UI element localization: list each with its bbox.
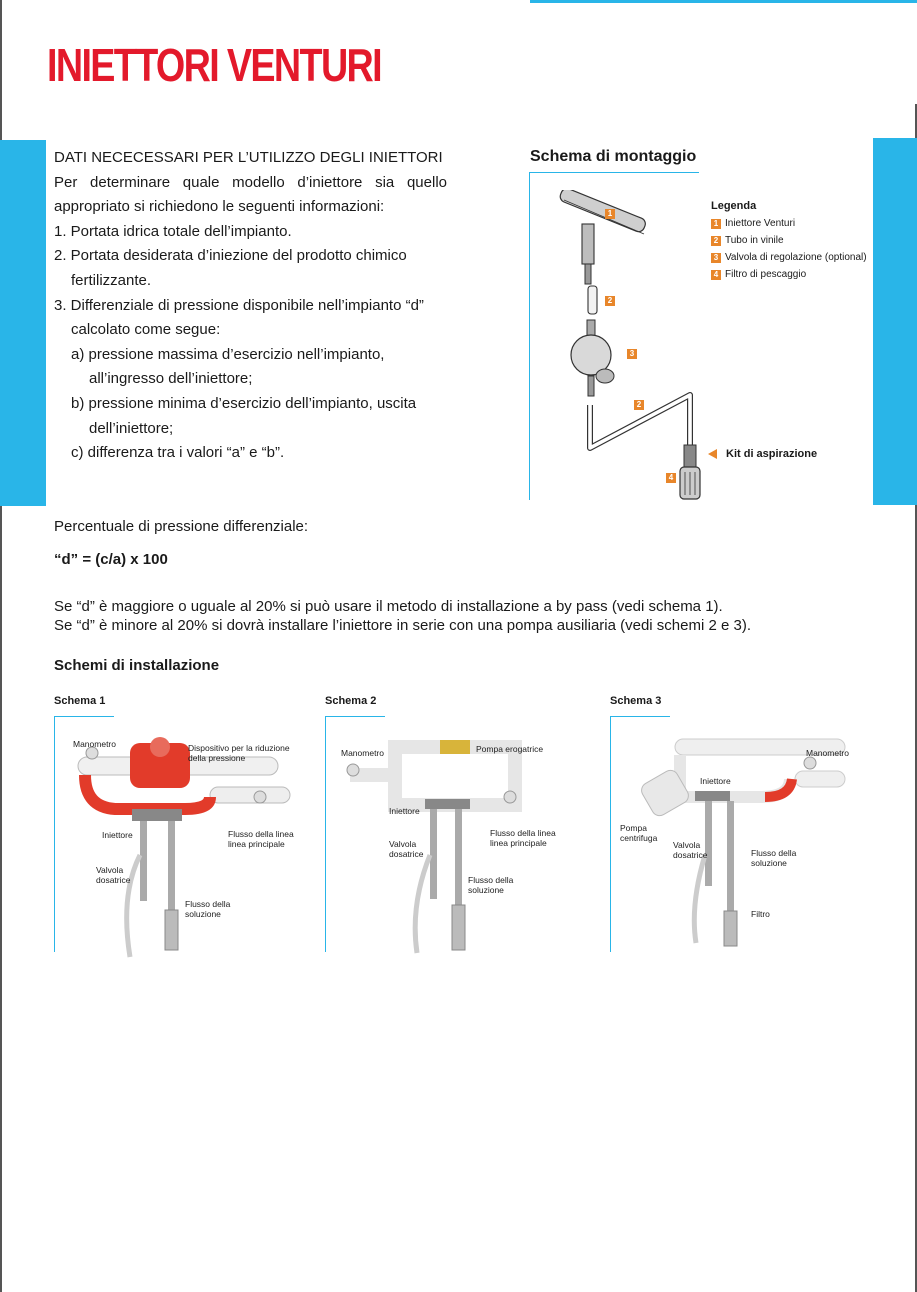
callout-number: 2 [605,296,615,306]
label-dispositivo [188,743,290,763]
label-pompa-centrifuga [620,823,657,843]
note-line: Se “d” è minore al 20% si dovrà installare l’iniettore in serie con una pompa ausiliaria (vedi schemi 2 e 3). [54,617,752,634]
legend-number: 3 [711,253,721,263]
mount-frame-line [529,172,699,173]
intro-heading: DATI NECECESSARI PER L’UTILIZZO DEGLI INIETTORI [54,149,443,166]
mount-diagram [540,190,710,505]
sub-item-cont: all’ingresso dell’iniettore; [89,370,253,388]
label-flusso-linea [228,829,294,849]
label-line: soluzione [185,909,221,919]
label-pompa-erogatrice: Pompa erogatrice [476,744,544,754]
label-line: dosatrice [389,849,424,859]
vinyl-tube-drawing [588,286,597,314]
label-manometro: Manometro [341,748,384,758]
legend-number: 1 [711,219,721,229]
legend-number: 2 [711,236,721,246]
intro-text [54,146,447,466]
label-iniettore: Iniettore [102,830,133,840]
label-line: dosatrice [673,850,708,860]
legend-item [711,266,867,283]
label-line: Pompa [620,823,647,833]
intro-line: Per determinare quale modello d’iniettore sia quello [54,173,447,191]
label-valvola [96,865,131,885]
schema-2-frame [325,716,326,952]
label-line: linea principale [490,838,547,848]
label-flusso-linea [490,828,556,848]
label-line: della pressione [188,753,246,763]
schema-3-diagram [620,735,850,960]
label-line: centrifuga [620,833,658,843]
label-line: Flusso della linea [228,829,294,839]
list-item: 1. Portata idrica totale dell’impianto. [54,222,292,240]
label-flusso-soluzione [751,848,796,868]
label-line: Valvola [96,865,124,875]
list-item: 3. Differenziale di pressione disponibile nell’impianto “d” [54,296,424,314]
formula-label: Percentuale di pressione differenziale: [54,518,309,535]
legend-label: Tubo in vinile [725,235,784,246]
install-section-title: Schemi di installazione [54,657,220,674]
schema-1-frame [54,716,55,952]
callout-number: 3 [627,349,637,359]
label-valvola [389,839,424,859]
label-valvola [673,840,708,860]
label-iniettore: Iniettore [700,776,731,786]
sub-item: a) pressione massima d’esercizio nell’impianto, [71,345,385,363]
mount-legend [711,198,867,283]
sub-item-cont: dell’iniettore; [89,419,174,437]
mount-frame-line [529,172,530,500]
schema-1-frame [54,716,114,717]
label-manometro: Manometro [806,748,849,758]
schema-2-frame [325,716,385,717]
schema-3-frame [610,716,611,952]
legend-number: 4 [711,270,721,280]
mount-schema-title: Schema di montaggio [530,148,697,165]
list-item-cont: calcolato come segue: [71,321,221,339]
label-flusso-soluzione [185,899,230,919]
top-accent-rule [530,0,917,3]
label-manometro: Manometro [73,739,116,749]
label-flusso-soluzione [468,875,513,895]
regulation-valve-drawing [571,320,614,396]
schema-2-title: Schema 2 [325,695,377,707]
label-line: Valvola [673,840,701,850]
legend-label: Filtro di pescaggio [725,269,807,280]
label-line: soluzione [468,885,504,895]
legend-item [711,249,867,266]
sub-item: c) differenza tra i valori “a” e “b”. [71,444,285,462]
note-line: Se “d” è maggiore o uguale al 20% si può usare il metodo di installazione a by pass (vedi schema 1). [54,598,723,615]
label-iniettore: Iniettore [389,806,420,816]
callout-number: 1 [605,209,615,219]
schema-3-frame [610,716,670,717]
label-line: Valvola [389,839,417,849]
kit-label-text: Kit di aspirazione [726,448,818,460]
label-line: soluzione [751,858,787,868]
label-filtro: Filtro [751,909,770,919]
legend-item [711,215,867,232]
label-line: Flusso della [468,875,514,885]
label-line: Dispositivo per la riduzione [188,743,290,753]
sub-item: b) pressione minima d’esercizio dell’impianto, uscita [71,394,417,412]
venturi-injector-drawing [558,190,647,284]
label-line: dosatrice [96,875,131,885]
intro-line: appropriato si richiedono le seguenti informazioni: [54,198,385,216]
suction-filter-drawing [680,445,700,499]
callout-number: 4 [666,473,676,483]
label-line: Flusso della [185,899,231,909]
label-line: Flusso della [751,848,797,858]
label-line: linea principale [228,839,285,849]
page-title: INIETTORI VENTURI [47,39,381,91]
list-item-cont: fertilizzante. [71,271,152,289]
formula-expression: “d” = (c/a) x 100 [54,551,168,568]
list-item: 2. Portata desiderata d’iniezione del prodotto chimico [54,247,407,265]
suction-kit-label [708,448,817,460]
legend-title: Legenda [711,200,757,212]
legend-label: Iniettore Venturi [725,218,796,229]
arrow-left-icon [708,449,717,459]
schema-3-title: Schema 3 [610,695,662,707]
legend-item [711,232,867,249]
callout-number: 2 [634,400,644,410]
legend-label: Valvola di regolazione (optional) [725,252,867,263]
left-accent-band [0,140,46,506]
right-accent-band [873,138,917,505]
schema-1-title: Schema 1 [54,695,106,707]
label-line: Flusso della linea [490,828,556,838]
